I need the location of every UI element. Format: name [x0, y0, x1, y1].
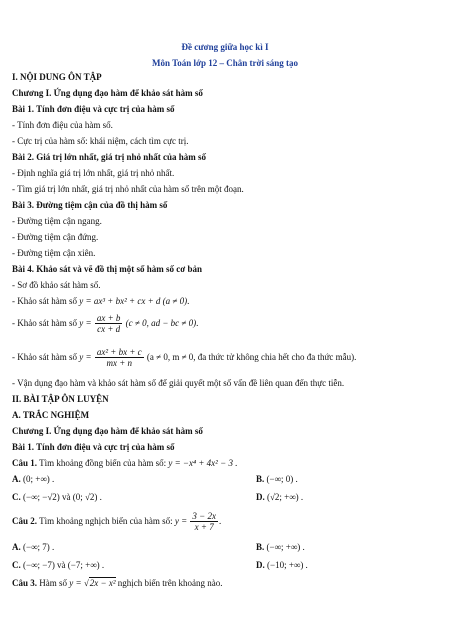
section-heading-content: I. NỘI DUNG ÔN TẬP	[12, 72, 102, 82]
option-a: A. (0; +∞) .	[12, 474, 55, 484]
survey-prefix: - Khảo sát hàm số	[12, 318, 77, 328]
question-2: Câu 2. Tìm khoảng nghịch biến của hàm số: y = $\frac{3 - 2x}{x + 7}$ .	[12, 511, 222, 533]
fraction-numerator: ax + b	[96, 313, 121, 324]
option-b: B. (−∞; +∞) .	[256, 542, 305, 552]
cubic-formula: y = ax³ + bx² + cx + d (a ≠ 0)	[79, 296, 188, 306]
option-c: C. (−∞; −7) và (−7; +∞) .	[12, 560, 105, 570]
chapter-heading: Chương I. Ứng dụng đạo hàm để khảo sát hàm số	[12, 88, 203, 98]
fraction-condition: (c ≠ 0, ad − bc ≠ 0)	[125, 318, 197, 328]
question-text: Tìm khoảng đồng biến của hàm số:	[39, 458, 167, 468]
fraction-numerator: 3 − 2x	[192, 511, 216, 522]
question-label: Câu 2.	[12, 516, 38, 526]
question-1	[12, 458, 237, 469]
fraction	[190, 511, 218, 532]
fraction-denominator: mx + n	[106, 358, 133, 369]
option-d: D. (−10; +∞) .	[256, 560, 308, 570]
lesson-item: - Tìm giá trị lớn nhất, giá trị nhỏ nhất của hàm số trên một đoạn.	[12, 184, 244, 194]
lesson-item: - Định nghĩa giá trị lớn nhất, giá trị nhỏ nhất.	[12, 168, 175, 178]
document-subtitle: Môn Toán lớp 12 – Chân trời sáng tạo	[152, 58, 298, 68]
lesson-title: Bài 3. Đường tiệm cận của đồ thị hàm số	[12, 200, 168, 210]
survey-cubic-line: - Khảo sát hàm số y = ax³ + bx² + cx + d (a ≠ 0).	[12, 296, 190, 306]
subsection-heading: A. TRẮC NGHIỆM	[12, 410, 90, 420]
lesson-item: - Tính đơn điệu của hàm số.	[12, 120, 113, 130]
survey-fraction-line: - Khảo sát hàm số y = $\frac{ax + b}{cx + d}$ (c ≠ 0, ad − bc ≠ 0).	[12, 313, 199, 335]
option-d: D. (√2; +∞) .	[256, 492, 304, 502]
lesson-item: - Cực trị của hàm số: khái niệm, cách tìm cực trị.	[12, 136, 189, 146]
fraction	[95, 313, 123, 334]
fraction-numerator: ax² + bx + c	[96, 347, 142, 358]
survey-rational-line: - Khảo sát hàm số y = $\frac{\text{ax² + bx + c}}{mx + n}$ (a ≠ 0, m ≠ 0, đa thức tử không chia hết cho đa thức mẫu).	[12, 347, 357, 369]
question-label: Câu 1.	[12, 458, 38, 468]
question-text: Tìm khoảng nghịch biến của hàm số:	[39, 516, 173, 526]
lesson-title: Bài 2. Giá trị lớn nhất, giá trị nhỏ nhất của hàm số	[12, 152, 207, 162]
option-b: B. (−∞; 0) .	[256, 474, 298, 484]
fraction-denominator: x + 7	[194, 522, 214, 533]
lesson-item: - Đường tiệm cận đứng.	[12, 232, 99, 242]
question-prefix: Hàm số	[39, 578, 68, 588]
lesson-item: - Đường tiệm cận ngang.	[12, 216, 102, 226]
fraction-condition: (a ≠ 0, m ≠ 0, đa thức tử không chia hết cho đa thức mẫu).	[146, 352, 357, 362]
survey-prefix: - Khảo sát hàm số	[12, 296, 77, 306]
option-a: A. (−∞; 7) .	[12, 542, 55, 552]
survey-prefix: - Khảo sát hàm số	[12, 352, 77, 362]
section-heading-exercises: II. BÀI TẬP ÔN LUYỆN	[12, 394, 109, 404]
question-suffix: nghịch biến trên khoảng nào.	[117, 578, 223, 588]
question-3: Câu 3. Hàm số y = √2x − x² nghịch biến trên khoảng nào.	[12, 578, 223, 588]
sqrt-radicand: 2x − x²	[89, 578, 116, 588]
chapter-heading: Chương I. Ứng dụng đạo hàm để khảo sát hàm số	[12, 426, 203, 436]
lesson-title: Bài 1. Tính đơn điệu và cực trị của hàm số	[12, 442, 175, 452]
lesson-title: Bài 4. Khảo sát và vẽ đồ thị một số hàm số cơ bản	[12, 264, 203, 274]
question-expression: y = −x⁴ + 4x² − 3 .	[168, 458, 238, 468]
lesson-title: Bài 1. Tính đơn điệu và cực trị của hàm số	[12, 104, 175, 114]
option-c: C. (−∞; −√2) và (0; √2) .	[12, 492, 102, 502]
lesson-item: - Đường tiệm cận xiên.	[12, 248, 96, 258]
apply-item: - Vận dụng đạo hàm và khảo sát hàm số để giải quyết một số vấn đề liên quan đến thực tiễn.	[12, 378, 345, 388]
fraction	[95, 347, 144, 368]
question-label: Câu 3.	[12, 578, 38, 588]
fraction-denominator: cx + d	[97, 324, 121, 335]
document-title: Đề cương giữa học kì I	[181, 42, 269, 52]
lesson-item: - Sơ đồ khảo sát hàm số.	[12, 280, 101, 290]
